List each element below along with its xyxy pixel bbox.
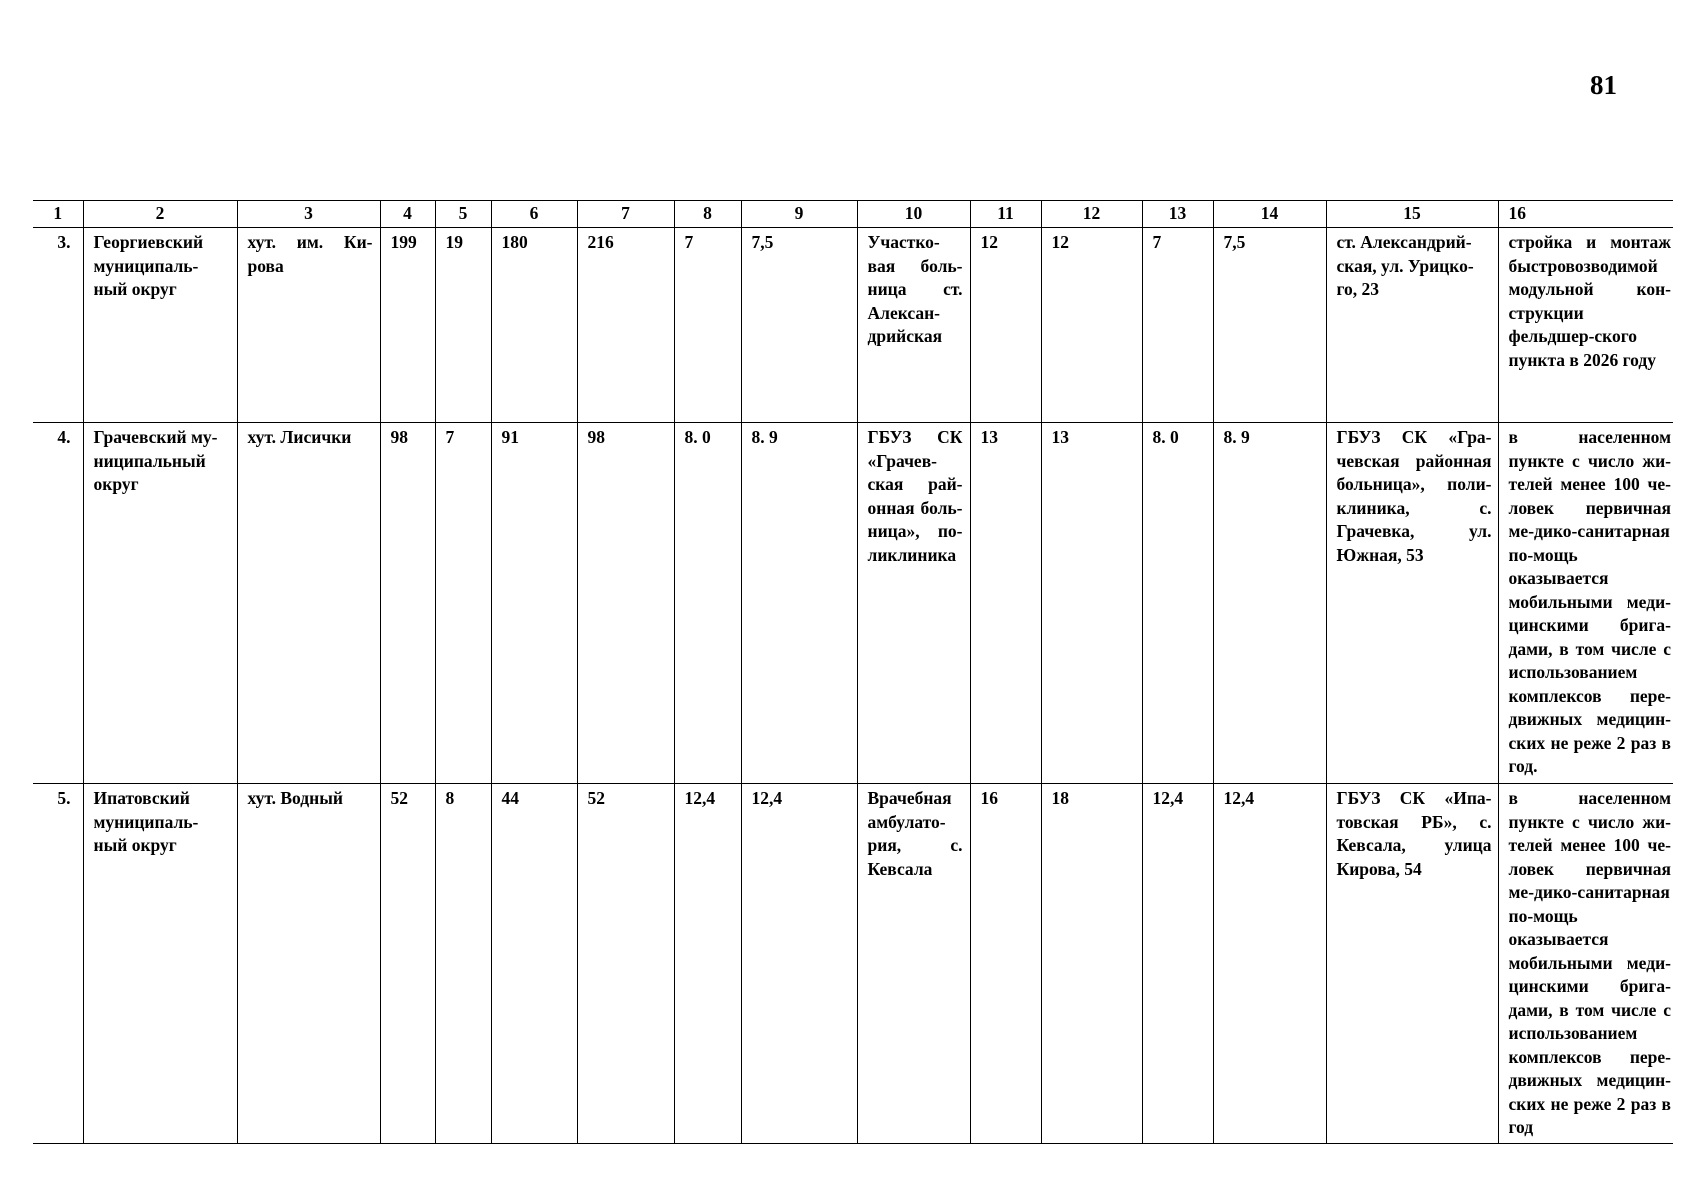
value-cell: 8. 0	[1142, 423, 1213, 784]
row-number: 5.	[33, 784, 83, 1144]
value-cell: 8. 0	[674, 423, 741, 784]
note-cell: стройка и монтаж быстровозводимой модульной кон-струкции фельдшер-ского пункта в 2026 году	[1498, 228, 1673, 423]
column-number: 4	[380, 201, 435, 228]
address-cell: ГБУЗ СК «Гра-чевская районная больница», поли-клиника, с. Грачевка, ул. Южная, 53	[1326, 423, 1498, 784]
value-cell: 12,4	[674, 784, 741, 1144]
value-cell: 16	[970, 784, 1041, 1144]
value-cell: 7	[435, 423, 491, 784]
value-cell: 98	[380, 423, 435, 784]
settlement-cell: хут. Водный	[237, 784, 380, 1144]
value-cell: 7	[1142, 228, 1213, 423]
value-cell: 7,5	[1213, 228, 1326, 423]
settlement-cell: хут. им. Ки-рова	[237, 228, 380, 423]
value-cell: 19	[435, 228, 491, 423]
column-number: 7	[577, 201, 674, 228]
table-row	[33, 423, 1673, 784]
value-cell: 98	[577, 423, 674, 784]
page-number: 81	[1590, 70, 1617, 100]
column-number: 1	[33, 201, 83, 228]
district-cell: Грачевский му-ниципальный округ	[83, 423, 237, 784]
column-number: 10	[857, 201, 970, 228]
address-cell: ст. Александрий-ская, ул. Урицко-го, 23	[1326, 228, 1498, 423]
column-number: 9	[741, 201, 857, 228]
data-table	[33, 200, 1673, 1144]
row-number: 4.	[33, 423, 83, 784]
value-cell: 8. 9	[1213, 423, 1326, 784]
column-number: 3	[237, 201, 380, 228]
column-number: 2	[83, 201, 237, 228]
value-cell: 180	[491, 228, 577, 423]
value-cell: 52	[380, 784, 435, 1144]
facility-cell: Участко-вая боль-ница ст. Алексан-дрийская	[857, 228, 970, 423]
district-cell: Георгиевский муниципаль-ный округ	[83, 228, 237, 423]
value-cell: 7,5	[741, 228, 857, 423]
value-cell: 199	[380, 228, 435, 423]
row-number: 3.	[33, 228, 83, 423]
column-number: 13	[1142, 201, 1213, 228]
note-cell: в населенном пункте с число жи-телей менее 100 че-ловек первичная ме-дико-санитарная по-мощь оказывается мобильными меди-цинскими брига-дами, в том числе с использованием комплексов пере-движных медицин-ских не реже 2 раз в год	[1498, 784, 1673, 1144]
value-cell: 216	[577, 228, 674, 423]
value-cell: 13	[1041, 423, 1142, 784]
column-number: 11	[970, 201, 1041, 228]
column-number-row	[33, 201, 1673, 228]
facility-cell: ГБУЗ СК «Грачев-ская рай-онная боль-ница», по-ликлиника	[857, 423, 970, 784]
note-cell: в населенном пункте с число жи-телей менее 100 че-ловек первичная ме-дико-санитарная по-мощь оказывается мобильными меди-цинскими брига-дами, в том числе с использованием комплексов пере-движных медицин-ских не реже 2 раз в год.	[1498, 423, 1673, 784]
value-cell: 13	[970, 423, 1041, 784]
district-cell: Ипатовский муниципаль-ный округ	[83, 784, 237, 1144]
column-number: 6	[491, 201, 577, 228]
column-number: 14	[1213, 201, 1326, 228]
value-cell: 8	[435, 784, 491, 1144]
value-cell: 12	[970, 228, 1041, 423]
column-number: 15	[1326, 201, 1498, 228]
value-cell: 52	[577, 784, 674, 1144]
value-cell: 12,4	[1213, 784, 1326, 1144]
value-cell: 7	[674, 228, 741, 423]
table-row	[33, 784, 1673, 1144]
facility-cell: Врачебная амбулато-рия, с. Кевсала	[857, 784, 970, 1144]
column-number: 12	[1041, 201, 1142, 228]
column-number: 16	[1498, 201, 1673, 228]
value-cell: 18	[1041, 784, 1142, 1144]
value-cell: 12	[1041, 228, 1142, 423]
value-cell: 12,4	[1142, 784, 1213, 1144]
table-row	[33, 228, 1673, 423]
column-number: 8	[674, 201, 741, 228]
column-number: 5	[435, 201, 491, 228]
settlement-cell: хут. Лисички	[237, 423, 380, 784]
address-cell: ГБУЗ СК «Ипа-товская РБ», с. Кевсала, улица Кирова, 54	[1326, 784, 1498, 1144]
value-cell: 91	[491, 423, 577, 784]
value-cell: 12,4	[741, 784, 857, 1144]
value-cell: 8. 9	[741, 423, 857, 784]
value-cell: 44	[491, 784, 577, 1144]
